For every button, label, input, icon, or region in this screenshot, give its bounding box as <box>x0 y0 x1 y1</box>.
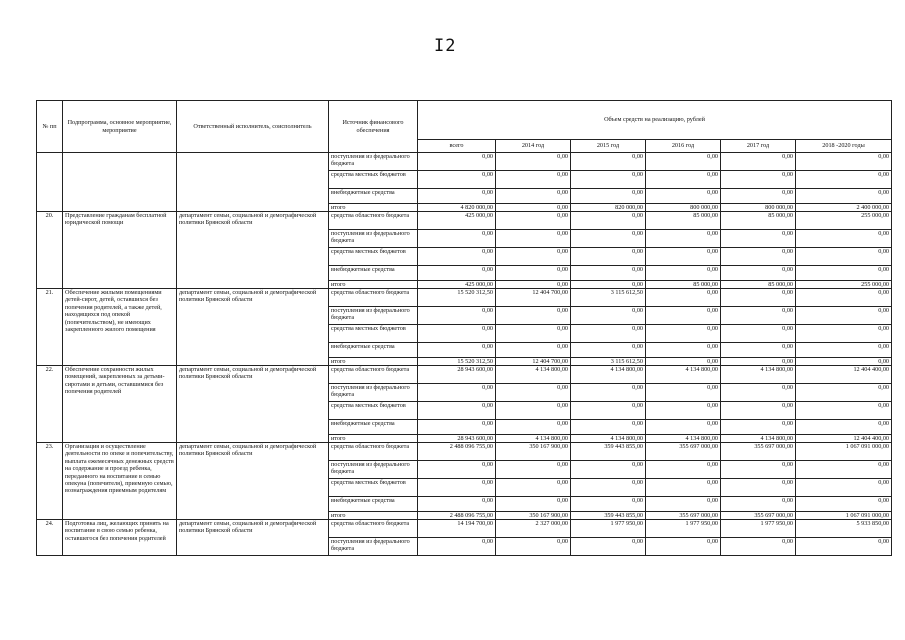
value-cell: 0,00 <box>796 325 892 343</box>
value-cell: 12 404 400,00 <box>796 435 892 443</box>
value-cell: 0,00 <box>646 358 721 366</box>
value-cell: 0,00 <box>721 358 796 366</box>
value-cell: 0,00 <box>496 497 571 512</box>
value-cell: 355 697 000,00 <box>646 512 721 520</box>
value-cell: 0,00 <box>721 420 796 435</box>
value-cell: 2 327 000,00 <box>496 520 571 538</box>
item-executor: департамент семьи, социальной и демографической политики Брянской области <box>177 212 329 289</box>
value-cell: 28 943 600,00 <box>418 366 496 384</box>
source-label: внебюджетные средства <box>329 497 418 512</box>
value-cell: 4 134 800,00 <box>721 366 796 384</box>
value-cell: 85 000,00 <box>721 281 796 289</box>
value-cell: 4 134 800,00 <box>571 366 646 384</box>
table-row <box>37 443 892 461</box>
source-label: поступления из федерального бюджета <box>329 153 418 171</box>
header-2015: 2015 год <box>571 140 646 153</box>
value-cell: 4 134 800,00 <box>646 366 721 384</box>
item-number: 22. <box>37 366 63 443</box>
value-cell: 0,00 <box>721 171 796 189</box>
source-label: средства областного бюджета <box>329 366 418 384</box>
table-row <box>37 289 892 307</box>
value-cell: 0,00 <box>571 402 646 420</box>
value-cell: 0,00 <box>571 384 646 402</box>
value-cell: 0,00 <box>796 420 892 435</box>
value-cell: 0,00 <box>646 497 721 512</box>
source-label: средства областного бюджета <box>329 443 418 461</box>
header-2014: 2014 год <box>496 140 571 153</box>
value-cell: 0,00 <box>571 212 646 230</box>
source-label: средства областного бюджета <box>329 520 418 538</box>
item-executor: департамент семьи, социальной и демографической политики Брянской области <box>177 366 329 443</box>
value-cell: 14 194 700,00 <box>418 520 496 538</box>
item-name: Обеспечение сохранности жилых помещений, закрепленных за детьми-сиротами и детьми, оставшимися без попечения родителей <box>63 366 177 443</box>
value-cell: 4 134 800,00 <box>496 366 571 384</box>
value-cell: 0,00 <box>646 248 721 266</box>
value-cell: 0,00 <box>496 171 571 189</box>
value-cell: 0,00 <box>646 307 721 325</box>
value-cell: 85 000,00 <box>646 212 721 230</box>
value-cell: 425 000,00 <box>418 212 496 230</box>
value-cell: 0,00 <box>721 343 796 358</box>
value-cell: 0,00 <box>571 230 646 248</box>
value-cell: 0,00 <box>721 189 796 204</box>
item-number: 20. <box>37 212 63 289</box>
value-cell: 0,00 <box>796 307 892 325</box>
value-cell: 1 977 950,00 <box>571 520 646 538</box>
value-cell: 800 000,00 <box>646 204 721 212</box>
value-cell: 0,00 <box>646 479 721 497</box>
value-cell: 0,00 <box>571 266 646 281</box>
value-cell: 0,00 <box>721 289 796 307</box>
value-cell: 1 977 950,00 <box>646 520 721 538</box>
value-cell: 0,00 <box>571 538 646 556</box>
value-cell: 0,00 <box>571 343 646 358</box>
value-cell: 0,00 <box>571 153 646 171</box>
value-cell: 0,00 <box>646 420 721 435</box>
value-cell: 0,00 <box>796 230 892 248</box>
value-cell: 0,00 <box>796 461 892 479</box>
source-label: средства местных бюджетов <box>329 479 418 497</box>
value-cell: 0,00 <box>496 281 571 289</box>
value-cell: 0,00 <box>571 189 646 204</box>
value-cell: 359 443 855,00 <box>571 512 646 520</box>
item-number: 24. <box>37 520 63 556</box>
source-label: средства местных бюджетов <box>329 325 418 343</box>
item-no-cell <box>37 153 63 212</box>
value-cell: 0,00 <box>721 248 796 266</box>
value-cell: 0,00 <box>571 479 646 497</box>
value-cell: 0,00 <box>571 248 646 266</box>
value-cell: 2 488 096 755,00 <box>418 443 496 461</box>
value-cell: 2 400 000,00 <box>796 204 892 212</box>
value-cell: 0,00 <box>418 248 496 266</box>
value-cell: 355 697 000,00 <box>646 443 721 461</box>
value-cell: 0,00 <box>721 384 796 402</box>
value-cell: 0,00 <box>571 325 646 343</box>
value-cell: 0,00 <box>796 358 892 366</box>
value-cell: 0,00 <box>646 153 721 171</box>
header-program: Подпрограмма, основное мероприятие, мероприятие <box>63 101 177 153</box>
page-number: I2 <box>434 36 457 56</box>
value-cell: 0,00 <box>496 189 571 204</box>
value-cell: 350 167 900,00 <box>496 512 571 520</box>
value-cell: 5 933 850,00 <box>796 520 892 538</box>
item-number: 23. <box>37 443 63 520</box>
value-cell: 4 134 800,00 <box>496 435 571 443</box>
item-name-cell <box>63 153 177 212</box>
item-name: Представление гражданам бесплатной юридической помощи <box>63 212 177 289</box>
source-label: средства местных бюджетов <box>329 248 418 266</box>
value-cell: 0,00 <box>496 204 571 212</box>
value-cell: 0,00 <box>796 479 892 497</box>
value-cell: 0,00 <box>721 153 796 171</box>
value-cell: 0,00 <box>496 212 571 230</box>
value-cell: 0,00 <box>418 171 496 189</box>
value-cell: 28 943 600,00 <box>418 435 496 443</box>
item-name: Подготовка лиц, желающих принять на воспитание в свою семью ребенка, оставшегося без попечения родителей <box>63 520 177 556</box>
value-cell: 0,00 <box>646 538 721 556</box>
source-label: итого <box>329 281 418 289</box>
item-executor-cell <box>177 153 329 212</box>
value-cell: 0,00 <box>496 343 571 358</box>
value-cell: 0,00 <box>646 189 721 204</box>
table-row <box>37 153 892 171</box>
source-label: средства местных бюджетов <box>329 402 418 420</box>
item-number: 21. <box>37 289 63 366</box>
value-cell: 1 067 091 000,00 <box>796 512 892 520</box>
value-cell: 0,00 <box>571 281 646 289</box>
value-cell: 0,00 <box>571 307 646 325</box>
value-cell: 1 977 950,00 <box>721 520 796 538</box>
value-cell: 12 404 700,00 <box>496 358 571 366</box>
value-cell: 0,00 <box>418 230 496 248</box>
value-cell: 0,00 <box>496 461 571 479</box>
source-label: поступления из федерального бюджета <box>329 230 418 248</box>
source-label: поступления из федерального бюджета <box>329 307 418 325</box>
value-cell: 0,00 <box>646 402 721 420</box>
value-cell: 0,00 <box>796 266 892 281</box>
header-total: всего <box>418 140 496 153</box>
value-cell: 0,00 <box>418 384 496 402</box>
value-cell: 0,00 <box>418 402 496 420</box>
value-cell: 1 067 091 000,00 <box>796 443 892 461</box>
value-cell: 0,00 <box>721 266 796 281</box>
value-cell: 0,00 <box>796 289 892 307</box>
value-cell: 0,00 <box>646 289 721 307</box>
table-body <box>37 153 892 556</box>
value-cell: 0,00 <box>496 153 571 171</box>
value-cell: 0,00 <box>721 461 796 479</box>
source-label: внебюджетные средства <box>329 266 418 281</box>
value-cell: 0,00 <box>496 538 571 556</box>
value-cell: 0,00 <box>418 343 496 358</box>
value-cell: 0,00 <box>721 402 796 420</box>
item-name: Организация и осуществление деятельности по опеке и попечительству, выплата ежемесячных денежных средств на содержание и проезд ребенка, переданного на воспитание в семью опекуна (попечителя), приемную семью, вознаграждения приемным родителям <box>63 443 177 520</box>
value-cell: 0,00 <box>646 384 721 402</box>
source-label: поступления из федерального бюджета <box>329 461 418 479</box>
header-no: № пп <box>37 101 63 153</box>
source-label: итого <box>329 512 418 520</box>
source-label: итого <box>329 435 418 443</box>
value-cell: 0,00 <box>646 171 721 189</box>
value-cell: 0,00 <box>496 307 571 325</box>
source-label: средства областного бюджета <box>329 212 418 230</box>
value-cell: 425 000,00 <box>418 281 496 289</box>
header-volume: Объем средств на реализацию, рублей <box>418 101 892 140</box>
value-cell: 0,00 <box>571 420 646 435</box>
value-cell: 350 167 900,00 <box>496 443 571 461</box>
value-cell: 0,00 <box>418 266 496 281</box>
item-name: Обеспечение жилыми помещениями детей-сирот, детей, оставшихся без попечения родителей, а также детей, находящихся под опекой (попечительством), не имеющих закрепленного жилого помещения <box>63 289 177 366</box>
item-executor: департамент семьи, социальной и демографической политики Брянской области <box>177 289 329 366</box>
value-cell: 0,00 <box>721 479 796 497</box>
value-cell: 4 820 000,00 <box>418 204 496 212</box>
value-cell: 0,00 <box>496 266 571 281</box>
source-label: внебюджетные средства <box>329 420 418 435</box>
value-cell: 0,00 <box>418 479 496 497</box>
table-row <box>37 520 892 538</box>
value-cell: 0,00 <box>571 171 646 189</box>
header-executor: Ответственный исполнитель, соисполнитель <box>177 101 329 153</box>
value-cell: 0,00 <box>418 153 496 171</box>
value-cell: 0,00 <box>721 497 796 512</box>
value-cell: 0,00 <box>646 230 721 248</box>
value-cell: 4 134 800,00 <box>721 435 796 443</box>
value-cell: 0,00 <box>571 497 646 512</box>
value-cell: 255 000,00 <box>796 281 892 289</box>
value-cell: 0,00 <box>496 402 571 420</box>
value-cell: 3 115 612,50 <box>571 289 646 307</box>
value-cell: 0,00 <box>496 479 571 497</box>
header-2018-2020: 2018 -2020 годы <box>796 140 892 153</box>
value-cell: 355 697 000,00 <box>721 443 796 461</box>
value-cell: 0,00 <box>796 497 892 512</box>
source-label: поступления из федерального бюджета <box>329 538 418 556</box>
value-cell: 12 404 400,00 <box>796 366 892 384</box>
value-cell: 0,00 <box>796 189 892 204</box>
header-2017: 2017 год <box>721 140 796 153</box>
value-cell: 0,00 <box>796 153 892 171</box>
value-cell: 0,00 <box>796 171 892 189</box>
value-cell: 0,00 <box>496 420 571 435</box>
value-cell: 2 488 096 755,00 <box>418 512 496 520</box>
source-label: поступления из федерального бюджета <box>329 384 418 402</box>
value-cell: 0,00 <box>496 248 571 266</box>
value-cell: 0,00 <box>496 384 571 402</box>
value-cell: 15 520 312,50 <box>418 289 496 307</box>
source-label: средства местных бюджетов <box>329 171 418 189</box>
value-cell: 0,00 <box>796 384 892 402</box>
value-cell: 4 134 800,00 <box>571 435 646 443</box>
value-cell: 820 000,00 <box>571 204 646 212</box>
source-label: внебюджетные средства <box>329 343 418 358</box>
value-cell: 0,00 <box>496 325 571 343</box>
item-executor: департамент семьи, социальной и демографической политики Брянской области <box>177 520 329 556</box>
value-cell: 0,00 <box>721 325 796 343</box>
value-cell: 0,00 <box>418 189 496 204</box>
value-cell: 0,00 <box>496 230 571 248</box>
value-cell: 0,00 <box>721 230 796 248</box>
value-cell: 85 000,00 <box>721 212 796 230</box>
value-cell: 85 000,00 <box>646 281 721 289</box>
value-cell: 355 697 000,00 <box>721 512 796 520</box>
value-cell: 0,00 <box>418 325 496 343</box>
value-cell: 4 134 800,00 <box>646 435 721 443</box>
value-cell: 800 000,00 <box>721 204 796 212</box>
value-cell: 0,00 <box>796 343 892 358</box>
value-cell: 0,00 <box>646 325 721 343</box>
value-cell: 0,00 <box>418 538 496 556</box>
source-label: внебюджетные средства <box>329 189 418 204</box>
table-row <box>37 366 892 384</box>
value-cell: 0,00 <box>418 461 496 479</box>
item-executor: департамент семьи, социальной и демографической политики Брянской области <box>177 443 329 520</box>
value-cell: 255 000,00 <box>796 212 892 230</box>
value-cell: 0,00 <box>418 307 496 325</box>
value-cell: 0,00 <box>646 343 721 358</box>
value-cell: 0,00 <box>796 538 892 556</box>
value-cell: 0,00 <box>721 307 796 325</box>
value-cell: 12 404 700,00 <box>496 289 571 307</box>
value-cell: 0,00 <box>796 402 892 420</box>
value-cell: 0,00 <box>721 538 796 556</box>
table-row <box>37 212 892 230</box>
header-2016: 2016 год <box>646 140 721 153</box>
value-cell: 0,00 <box>646 266 721 281</box>
value-cell: 0,00 <box>571 461 646 479</box>
value-cell: 0,00 <box>418 497 496 512</box>
source-label: итого <box>329 358 418 366</box>
value-cell: 0,00 <box>418 420 496 435</box>
budget-table <box>36 100 892 556</box>
value-cell: 0,00 <box>646 461 721 479</box>
value-cell: 15 520 312,50 <box>418 358 496 366</box>
source-label: итого <box>329 204 418 212</box>
header-source: Источник финансового обеспечения <box>329 101 418 153</box>
source-label: средства областного бюджета <box>329 289 418 307</box>
value-cell: 0,00 <box>796 248 892 266</box>
value-cell: 359 443 855,00 <box>571 443 646 461</box>
value-cell: 3 115 612,50 <box>571 358 646 366</box>
